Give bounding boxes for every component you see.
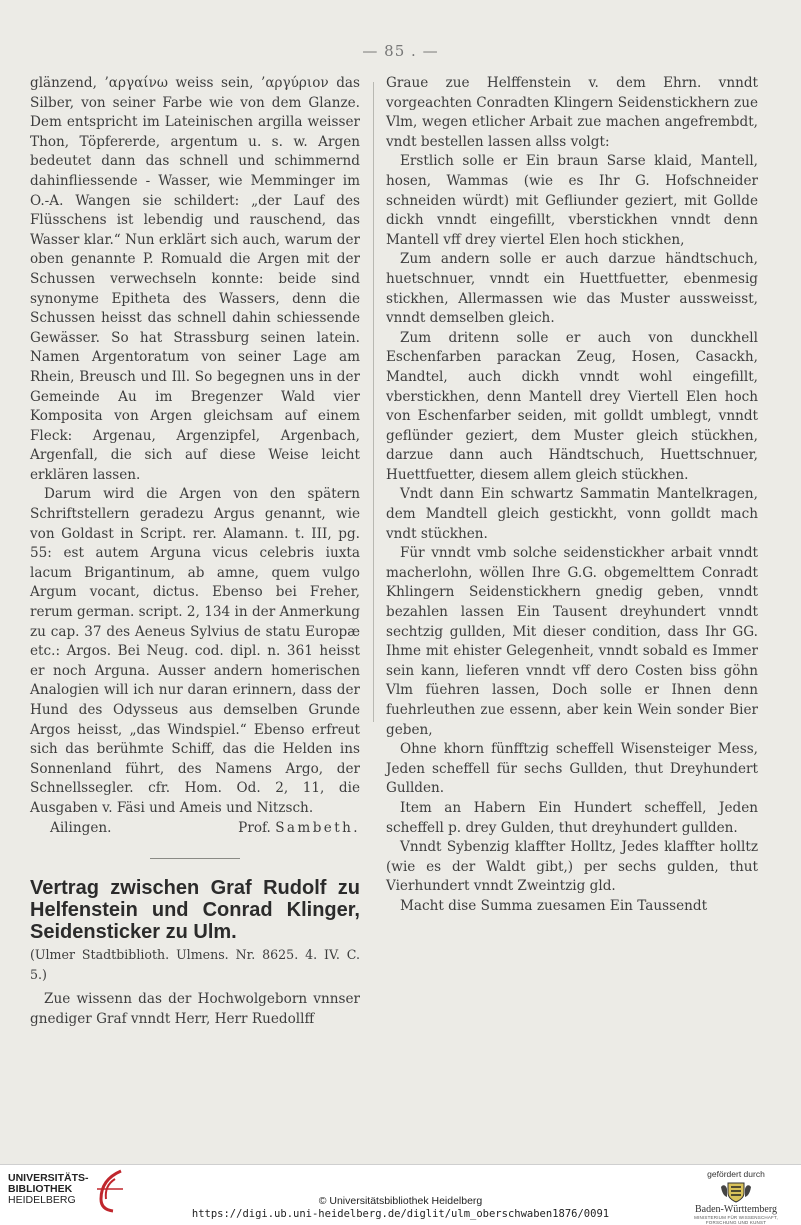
article-heading: Vertrag zwischen Graf Rudolf zu Helfenstein und Conrad Klinger, Seidensticker zu Ulm. xyxy=(30,877,360,944)
source-url[interactable]: https://digi.ub.uni-heidelberg.de/diglit/ulm_oberschwaben1876/0091 xyxy=(191,1208,610,1220)
paragraph: Ohne khorn fünfftzig scheffell Wisensteiger Mess, Jeden scheffell für sechs Gullden, thut Dreyhundert Gullden. xyxy=(386,741,758,797)
sponsor-subtitle: MINISTERIUM FÜR WISSENSCHAFT, FORSCHUNG UND KUNST xyxy=(694,1215,778,1225)
source-note: (Ulmer Stadtbiblioth. Ulmens. Nr. 8625. 4. IV. C. 5.) xyxy=(30,947,360,982)
copyright-notice: © Universitätsbibliothek Heidelberg xyxy=(318,1195,483,1207)
author-title: Prof. xyxy=(238,819,271,836)
footer-bar xyxy=(0,1164,801,1225)
paragraph: Vnndt Sybenzig klaffter Holltz, Jedes klaffter holltz (wie es der Waldt gibt,) per sechs gulden, thut Vierhundert vnndt Zweintzig gld. xyxy=(386,839,758,895)
left-column xyxy=(30,74,360,1030)
signature-place: Ailingen. xyxy=(50,819,112,836)
paragraph: Item an Habern Ein Hundert scheffell, Jeden scheffell p. drey Gulden, thut dreyhundert gullden. xyxy=(386,799,758,836)
paragraph: Zum andern solle er auch darzue händtschuch, huetschnuer, vnndt ein Huettfuetter, ebenmesig stickhen, Allermassen wie das Muster aussweisst, vnndt demselben gleich. xyxy=(386,251,758,327)
library-line: HEIDELBERG xyxy=(8,1194,76,1206)
signature-author xyxy=(238,819,360,839)
author-name: Sambeth. xyxy=(275,819,360,836)
paragraph: Für vnndt vmb solche seidenstickher arbait vnndt macherlohn, wöllen Ihre G.G. obgemelttem Conradt Khlingern Seidenstickhern gnedig geben, vnndt bezahlen lassen Ein Tausent dreyhundert vnndt sechtzig gullden, Mit dieser condition, dass Ihr GG. Ihme mit ehister Gelegenheit, vnndt sobald es Immer sein kann, lieferen vnndt vff dero Costen biss göhn Vlm füehren lassen, Doch solle er Ihnen denn fuehrleuthen zue essenn, aber kein Wein sonder Bier geben, xyxy=(386,545,758,738)
paragraph: Macht dise Summa zuesamen Ein Taussendt xyxy=(400,897,708,914)
coat-of-arms-icon xyxy=(719,1181,753,1203)
sponsor[interactable] xyxy=(681,1169,791,1225)
sponsor-label: gefördert durch xyxy=(707,1169,765,1179)
library-logo[interactable] xyxy=(8,1173,125,1213)
section-rule xyxy=(150,858,240,859)
paragraph: Darum wird die Argen von den spätern Schriftstellern geradezu Argus genannt, wie von Goldast in Script. rer. Alamann. t. III, pg. 55: est autem Arguna vicus celebris iuxta lacum Brigantinum, ab amne, quem vulgo Argum vocant, dictus. Ebenso bei Freher, rerum german. script. 2, 134 in der Anmerkung zu cap. 37 des Aeneus Sylvius de statu Europæ etc.: Argos. Bei Neug. cod. dipl. n. 361 heisst er noch Arguna. Ausser andern homerischen Analogien will ich nur daran erinnern, dass der Hund des Odysseus aus demselben Grunde Argos heisst, „das Windspiel.“ Ebenso erfreut sich das berühmte Schiff, das die Helden ins Sonnenland führt, des Namens Argo, der Schnellssegler. cfr. Hom. Od. 2, 11, die Ausgaben v. Fäsi und Ameis und Nitzsch. xyxy=(30,486,360,816)
library-line: BIBLIOTHEK xyxy=(8,1183,73,1195)
column-divider xyxy=(373,82,374,722)
paragraph: Graue zue Helffenstein v. dem Ehrn. vnndt vorgeachten Conradten Klingern Seidenstickhern zue Vlm, wegen etlicher Arbait zue machen angefrembdt, vndt bestellen lassen allss volgt: xyxy=(386,75,758,150)
signature xyxy=(30,819,360,839)
paragraph: Zum dritenn solle er auch von dunckhell Eschenfarben parackan Zeug, Hosen, Casackh, Mandtel, auch dickh vnndt wohl eingefillt, vberstickhen, denn Mantell drey Viertell Elen hoch von Eschenfarber seiden, mit golldt umblegt, vnndt geflünder geziert, dem Muster gleich stückhen, darzue dann auch Händtschuch, Huettschnuer, Huettfuetter, diesem allem gleich stückhen. xyxy=(386,329,758,483)
sponsor-name: Baden-Württemberg xyxy=(694,1204,777,1215)
right-column xyxy=(386,74,758,917)
paragraph: Vndt dann Ein schwartz Sammatin Mantelkragen, dem Mandtell gleich gestickht, vonn golldt mach vndt stückhen. xyxy=(386,486,758,542)
paragraph: Zue wissenn das der Hochwolgeborn vnnser gnediger Graf vnndt Herr, Herr Ruedollff xyxy=(30,991,360,1027)
paragraph: Erstlich solle er Ein braun Sarse klaid, Mantell, hosen, Wammas (wie es Ihr G. Hofschneider schneiden würdt) mit Gefliunder geziert, mit Gollde dickh vnndt eingefillt, vberstickhen vnndt denn Mantell vff drey viertel Elen hoch stickhen, xyxy=(386,153,758,248)
paragraph: glänzend, ’αργαίνω weiss sein, ’αργύριον das Silber, von seiner Farbe wie von dem Glanze. Dem entspricht im Lateinischen argilla weisser Thon, Töpfererde, argentum u. s. w. Argen bedeutet dann das schnell und schimmernd dahinfliessende - Wasser, wie Memminger im O.-A. Wangen sie schildert: „der Lauf des Flüsschens ist lebendig und rauschend, das Wasser klar.“ Nun erklärt sich auch, warum der oben genannte P. Romuald die Argen mit der Schussen verwechseln konnte: beide sind synonyme Epitheta des Wassers, denn die Schussen heisst das schnell dahin schiessende Gewässer. So hat Strassburg seinen latein. Namen Argentoratum von seiner Lage am Rhein, Breusch und Ill. So begegnen uns in der Gemeinde Au im Bregenzer Wald vier Komposita von Argen gleichsam auf einem Fleck: Argenau, Argenzipfel, Argenbach, Argenfall, die sich auf diese Weise leicht erklären lassen. xyxy=(30,75,360,483)
page-number: — 85 . — xyxy=(362,42,439,60)
library-line: UNIVERSITÄTS- xyxy=(8,1172,89,1184)
